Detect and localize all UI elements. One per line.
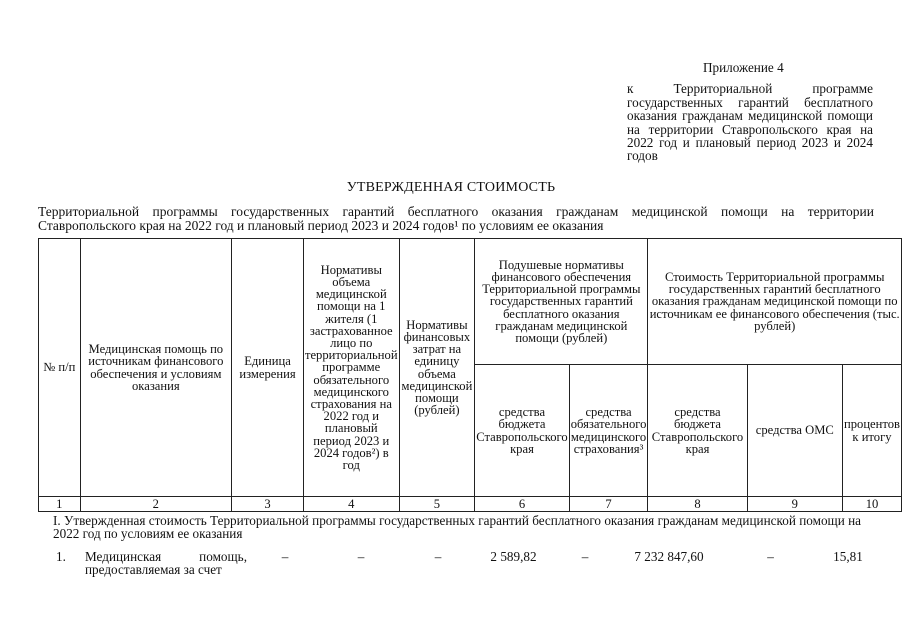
- header-budget-sk: средства бюджета Ставропольского края: [475, 365, 569, 497]
- header-oms: средства ОМС: [747, 365, 842, 497]
- row-name: Медицинская помощь, предоставляемая за счет: [85, 549, 247, 578]
- row-cost: –: [434, 549, 442, 564]
- row-cost-budget: 7 232 847,60: [634, 549, 704, 564]
- row-num: 1.: [56, 549, 66, 564]
- header-cost-norms: Нормативы финансовых затрат на единицу объема медицинской помощи (рублей): [399, 239, 475, 497]
- section-heading: I. Утвержденная стоимость Территориальной программы государственных гарантий бесплатного оказания гражданам медицинской помощи на 2022 год по условиям ее оказания: [53, 513, 861, 542]
- row-percent: 15,81: [833, 549, 863, 564]
- document-subtitle: Территориальной программы государственных гарантий бесплатного оказания гражданам медицинской помощи на территории Ставропольского края на 2022 год и плановый период 2023 и 2024 годов¹ по условиям ее оказания: [38, 204, 874, 233]
- header-program-cost: Стоимость Территориальной программы государственных гарантий бесплатного оказания гражданам медицинской помощи по источникам ее финансового обеспечения (тыс. рублей): [648, 239, 902, 365]
- header-care: Медицинская помощь по источникам финансового обеспечения и условиям оказания: [80, 239, 231, 497]
- row-budget: 2 589,82: [490, 549, 537, 564]
- header-percent: процентов к итогу: [842, 365, 901, 497]
- col-number: 1: [39, 497, 81, 512]
- row-cost-oms: –: [767, 549, 774, 564]
- col-number: 5: [399, 497, 475, 512]
- header-volume: Нормативы объема медицинской помощи на 1 жителя (1 застрахованное лицо по территориальной программе обязательного медицинского страхования на 2022 год и плановый период 2023 и 2024 годов²) в год: [303, 239, 399, 497]
- col-number: 4: [303, 497, 399, 512]
- header-budget-sk-2: средства бюджета Ставропольского края: [648, 365, 747, 497]
- col-number: 7: [569, 497, 648, 512]
- table-row: [38, 550, 874, 590]
- col-number: 10: [842, 497, 901, 512]
- col-number: 6: [475, 497, 569, 512]
- appendix-note: [627, 61, 873, 163]
- col-number: 3: [232, 497, 304, 512]
- header-per-capita: Подушевые нормативы финансового обеспечения Территориальной программы государственных гарантий бесплатного оказания гражданам медицинской помощи (рублей): [475, 239, 648, 365]
- header-unit: Единица измерения: [232, 239, 304, 497]
- row-unit: –: [281, 549, 289, 564]
- col-number: 9: [747, 497, 842, 512]
- header-num: № п/п: [39, 239, 81, 497]
- col-number: 8: [648, 497, 747, 512]
- row-volume: –: [357, 549, 365, 564]
- col-number: 2: [80, 497, 231, 512]
- column-numbers-row: [39, 497, 902, 512]
- document-title: УТВЕРЖДЕННАЯ СТОИМОСТЬ: [346, 180, 556, 195]
- cost-table: [38, 238, 902, 512]
- header-oms-funds: средства обязательного медицинского страхования³: [569, 365, 648, 497]
- appendix-title: Приложение 4: [703, 60, 784, 75]
- row-oms: –: [581, 549, 589, 564]
- appendix-body: к Территориальной программе государственных гарантий бесплатного оказания гражданам медицинской помощи на территории Ставропольского края на 2022 год и плановый период 2023 и 2024 годов: [627, 81, 873, 164]
